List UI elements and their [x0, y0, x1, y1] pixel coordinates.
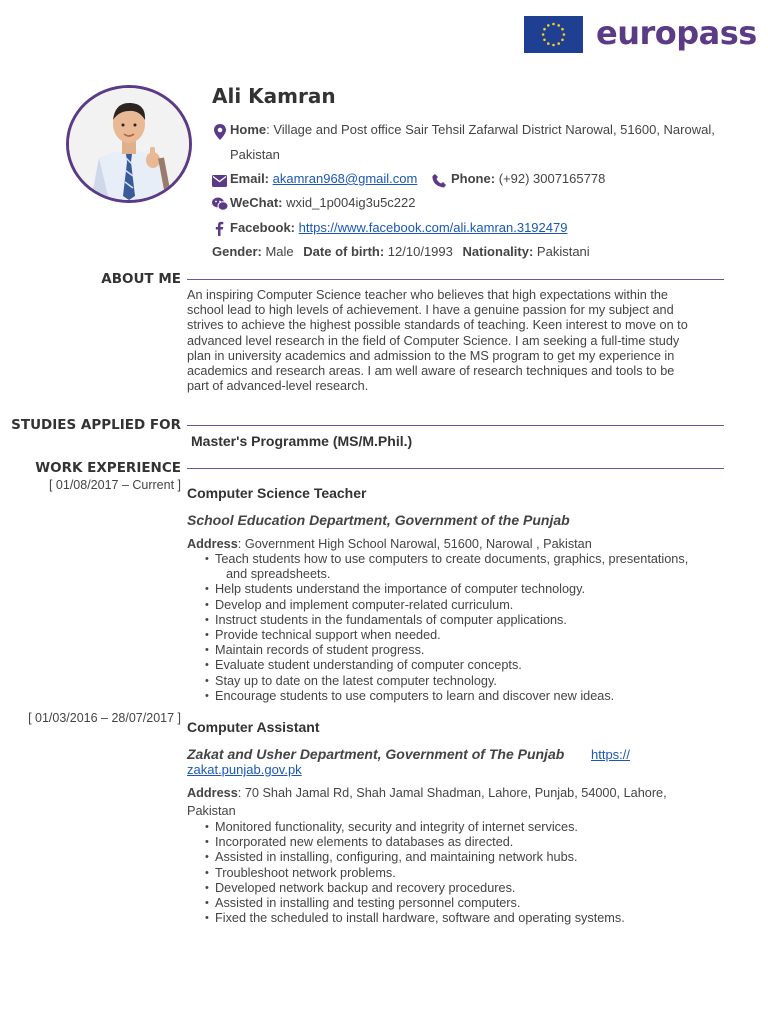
europass-logo-text: europass [596, 14, 757, 52]
envelope-icon [212, 174, 226, 188]
job-address-line-2: Pakistan [187, 804, 236, 818]
phone-label: Phone: [451, 171, 496, 186]
profile-photo [66, 85, 192, 203]
about-divider [187, 279, 724, 280]
facebook-link[interactable]: https://www.facebook.com/ali.kamran.3192479 [298, 220, 568, 235]
job-organization: Zakat and Usher Department, Government of The Punjab [187, 746, 565, 762]
nationality-label: Nationality: [462, 244, 534, 259]
facebook-label: Facebook: [230, 220, 296, 235]
studies-value: Master's Programme (MS/M.Phil.) [191, 433, 413, 449]
person-name: Ali Kamran [212, 84, 336, 108]
list-item: • Assisted in installing and testing personnel computers. [187, 896, 727, 911]
email-label: Email: [230, 171, 270, 186]
job-dates: [ 01/03/2016 – 28/07/2017 ] [28, 711, 181, 725]
home-address-line [230, 122, 715, 138]
list-item: • Encourage students to use computers to learn and discover new ideas. [187, 689, 727, 704]
list-item: • Help students understand the importance of computer technology. [187, 582, 727, 597]
facebook-icon [214, 221, 228, 235]
home-value: : Village and Post office Sair Tehsil Zafarwal District Narowal, 51600, Narowal, [266, 122, 715, 137]
wechat-label: WeChat: [230, 195, 283, 210]
list-item: • Troubleshoot network problems. [187, 866, 727, 881]
list-item: • Incorporated new elements to databases as directed. [187, 835, 727, 850]
list-item: • Develop and implement computer-related curriculum. [187, 598, 727, 613]
gender-value: Male [265, 244, 294, 259]
dob-value: 12/10/1993 [387, 244, 453, 259]
home-label: Home [230, 122, 267, 137]
wechat-icon [212, 197, 226, 211]
list-item: • Stay up to date on the latest computer technology. [187, 674, 727, 689]
about-line: advanced level research in the field of Computer Science. I am seeking a full-time study [187, 333, 680, 348]
about-line: plan in university academics and admission to the MS program to get my experience in [187, 348, 675, 363]
organization-website-link-cont[interactable]: zakat.punjab.gov.pk [187, 762, 302, 777]
list-item: • Assisted in installing, configuring, and maintaining network hubs. [187, 850, 727, 865]
facebook-line [230, 220, 567, 236]
job-address [187, 536, 592, 552]
eu-flag-logo [524, 16, 583, 53]
about-line: part of advanced-level research. [187, 379, 369, 394]
email-line [230, 171, 417, 187]
address-label: Address [187, 786, 238, 800]
studies-divider [187, 425, 724, 426]
home-address-line-2: Pakistan [230, 147, 280, 162]
dob-label: Date of birth: [303, 244, 385, 259]
about-line: An inspiring Computer Science teacher who believes that high expectations within the [187, 288, 668, 302]
address-value: : 70 Shah Jamal Rd, Shah Jamal Shadman, Lahore, Punjab, 54000, Lahore, [237, 786, 667, 800]
job-duties-list [187, 552, 727, 704]
about-section-title: ABOUT ME [101, 271, 181, 287]
about-line: school lead to high levels of achievement. I have a genuine passion for my subject and [187, 303, 674, 318]
list-item: • Maintain records of student progress. [187, 643, 727, 658]
nationality-value: Pakistani [536, 244, 590, 259]
job-title: Computer Assistant [187, 719, 320, 735]
phone-icon [432, 173, 446, 187]
studies-section-title: STUDIES APPLIED FOR [11, 417, 181, 433]
list-item: • Teach students how to use computers to create documents, graphics, presentations, and spreadsheets. [187, 552, 727, 582]
organization-website-link[interactable]: https:// [591, 747, 631, 762]
work-section-title: WORK EXPERIENCE [35, 460, 181, 476]
list-item: • Monitored functionality, security and integrity of internet services. [187, 820, 727, 835]
list-item: • Provide technical support when needed. [187, 628, 727, 643]
address-value: : Government High School Narowal, 51600, Narowal , Pakistan [237, 537, 592, 551]
email-link[interactable]: akamran968@gmail.com [272, 171, 418, 186]
work-divider [187, 468, 724, 469]
personal-details-line [212, 244, 590, 260]
job-organization: School Education Department, Government of the Punjab [187, 512, 570, 528]
list-item: • Developed network backup and recovery procedures. [187, 881, 727, 896]
gender-label: Gender: [212, 244, 262, 259]
list-item: • Evaluate student understanding of computer concepts. [187, 658, 727, 673]
wechat-line [230, 195, 416, 211]
job-dates: [ 01/08/2017 – Current ] [48, 478, 181, 492]
wechat-value: wxid_1p004ig3u5c222 [286, 195, 416, 210]
about-text [187, 288, 724, 394]
location-pin-icon [213, 124, 227, 138]
phone-line [451, 171, 605, 187]
job-address [187, 785, 667, 801]
address-label: Address [187, 537, 238, 551]
about-line: strives to achieve the highest possible standards of teaching. Keen interest to move on to [187, 318, 688, 333]
about-line: academics and research areas. I am well aware of research techniques and tools to be [187, 364, 675, 379]
job-duties-list [187, 820, 727, 926]
list-item: • Instruct students in the fundamentals of computer applications. [187, 613, 727, 628]
phone-value: (+92) 3007165778 [498, 171, 606, 186]
list-item: • Fixed the scheduled to install hardware, software and operating systems. [187, 911, 727, 926]
job-title: Computer Science Teacher [187, 485, 367, 501]
